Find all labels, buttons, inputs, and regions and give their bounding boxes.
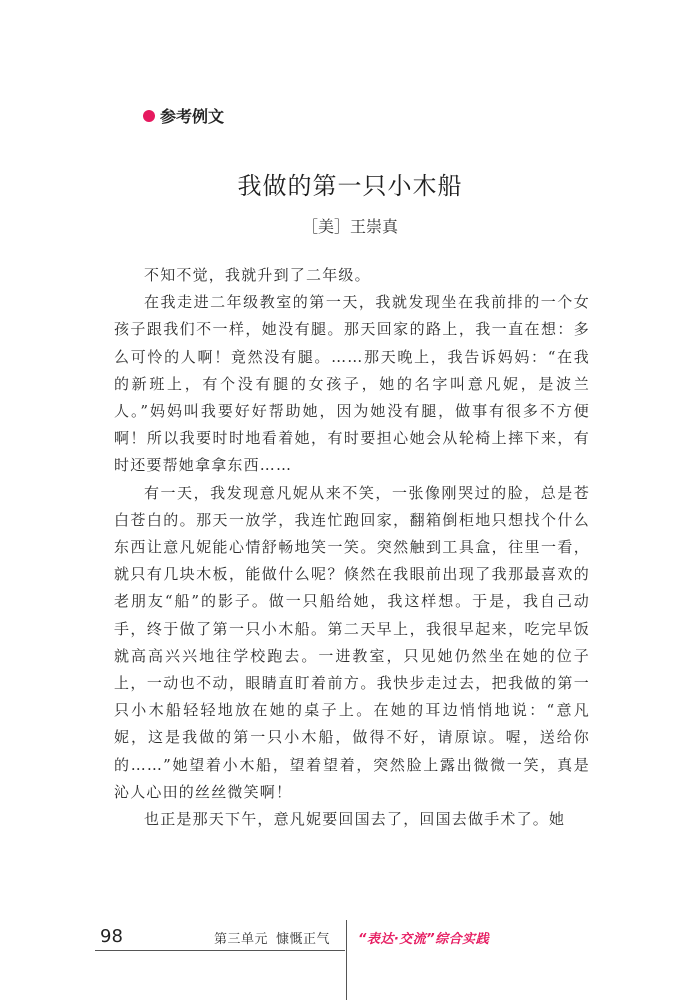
unit-theme: 慷慨正气 — [276, 932, 331, 947]
footer-topic: “表达·交流”综合实践 — [358, 932, 490, 947]
bullet-dot-icon — [143, 110, 155, 122]
article-body — [114, 262, 590, 833]
footer-rule — [95, 950, 345, 951]
page-footer — [0, 920, 700, 1000]
paragraph: 不知不觉，我就升到了二年级。 — [144, 266, 371, 284]
paragraph: 有一天，我发现意凡妮从来不笑，一张像刚哭过的脸，总是苍白苍白的。那天一放学，我连忙跑回家，翻箱倒柜地只想找个什么东西让意凡妮能心情舒畅地笑一笑。突然触到工具盒，往里一看，就只有几块木板，能做什么呢？倏然在我眼前出现了我那最喜欢的老朋友“船”的影子。做一只船给她，我这样想。于是，我自己动手，终于做了第一只小木船。第二天早上，我很早起来，吃完早饭就高高兴兴地往学校跑去。一进教室，只见她仍然坐在她的位子上，一动也不动，眼睛直盯着前方。我快步走过去，把我做的第一只小木船轻轻地放在她的桌子上。在她的耳边悄悄地说：“意凡妮，这是我做的第一只小木船，做得不好，请原谅。喔，送给你的……”她望着小木船，望着望着，突然脸上露出微微一笑，真是沁人心田的丝丝微笑啊！ — [114, 483, 590, 801]
unit-title — [214, 928, 338, 947]
page-number: 98 — [100, 926, 123, 947]
unit-label: 第三单元 — [214, 932, 269, 947]
footer-divider — [346, 920, 347, 1000]
section-label — [143, 104, 224, 127]
article-author: ［美］王崇真 — [301, 217, 398, 236]
paragraph: 在我走进二年级教室的第一天，我就发现坐在我前排的一个女孩子跟我们不一样，她没有腿。那天回家的路上，我一直在想：多么可怜的人啊！竟然没有腿。……那天晚上，我告诉妈妈：“在我的新班上，有个没有腿的女孩子，她的名字叫意凡妮，是波兰人。”妈妈叫我要好好帮助她，因为她没有腿，做事有很多不方便啊！所以我要时时地看着她，有时要担心她会从轮椅上摔下来，有时还要帮她拿拿东西…… — [114, 293, 590, 475]
article-title: 我做的第一只小木船 — [237, 172, 463, 200]
paragraph: 也正是那天下午，意凡妮要回国去了，回国去做手术了。她 — [144, 810, 566, 829]
section-label-text: 参考例文 — [160, 107, 225, 126]
